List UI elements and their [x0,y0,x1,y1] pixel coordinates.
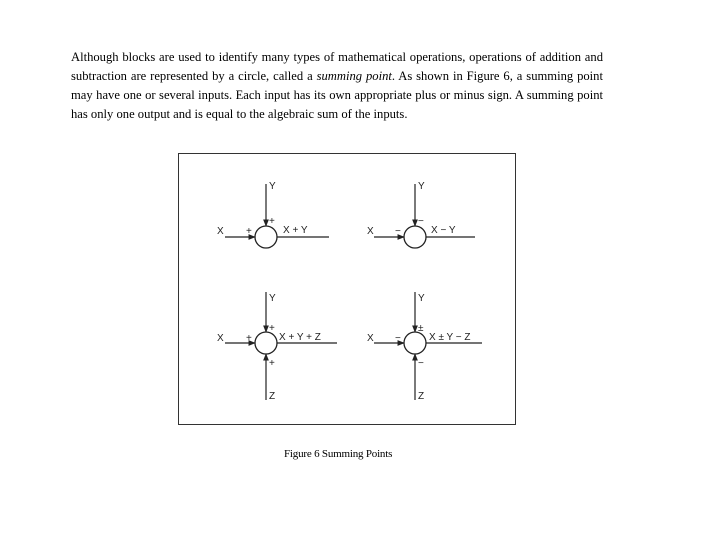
sign-left: + [246,226,252,237]
sign-left: − [395,333,401,344]
summing-circle [255,332,277,354]
sign-top: − [418,216,424,227]
summing-circle [404,332,426,354]
sign-left: − [395,226,401,237]
input-label-x: X [217,333,224,344]
paragraph-tail: . As shown in Figure 6, a summing point may have one or several inputs. Each input has its own appropriate plus or minus sign. A summing point has only one output and is equal to the algebraic sum of the inputs. [71,69,603,121]
input-label-y: Y [269,181,276,192]
figure-caption: Figure 6 Summing Points [284,448,393,460]
figure-6-box [178,153,516,425]
paragraph-lead: Although blocks are used to identify many types of mathematical operations, operations of addition and subtraction are represented by a circle, called a [71,50,603,83]
input-label-z: Z [269,391,276,402]
summing-point-4 [367,292,482,402]
summing-circle [404,226,426,248]
summing-circle [255,226,277,248]
summing-point-1 [217,181,329,248]
output-label: X + Y [283,225,308,236]
sign-bottom: − [418,358,424,369]
output-label: X ± Y − Z [429,332,471,343]
input-label-y: Y [418,293,425,304]
input-label-x: X [217,226,224,237]
sign-top: ± [418,323,424,334]
summing-point-2 [367,181,475,248]
output-label: X − Y [431,225,456,236]
sign-top: + [269,323,275,334]
input-label-x: X [367,226,374,237]
summing-point-term: summing point [316,69,392,83]
sign-bottom: + [269,358,275,369]
input-label-x: X [367,333,374,344]
input-label-z: Z [418,391,425,402]
body-paragraph [71,48,603,124]
sign-left: + [246,333,252,344]
output-label: X + Y + Z [279,332,321,343]
sign-top: + [269,216,275,227]
summing-point-3 [217,292,337,402]
input-label-y: Y [269,293,276,304]
summing-points-diagram [179,154,517,426]
input-label-y: Y [418,181,425,192]
